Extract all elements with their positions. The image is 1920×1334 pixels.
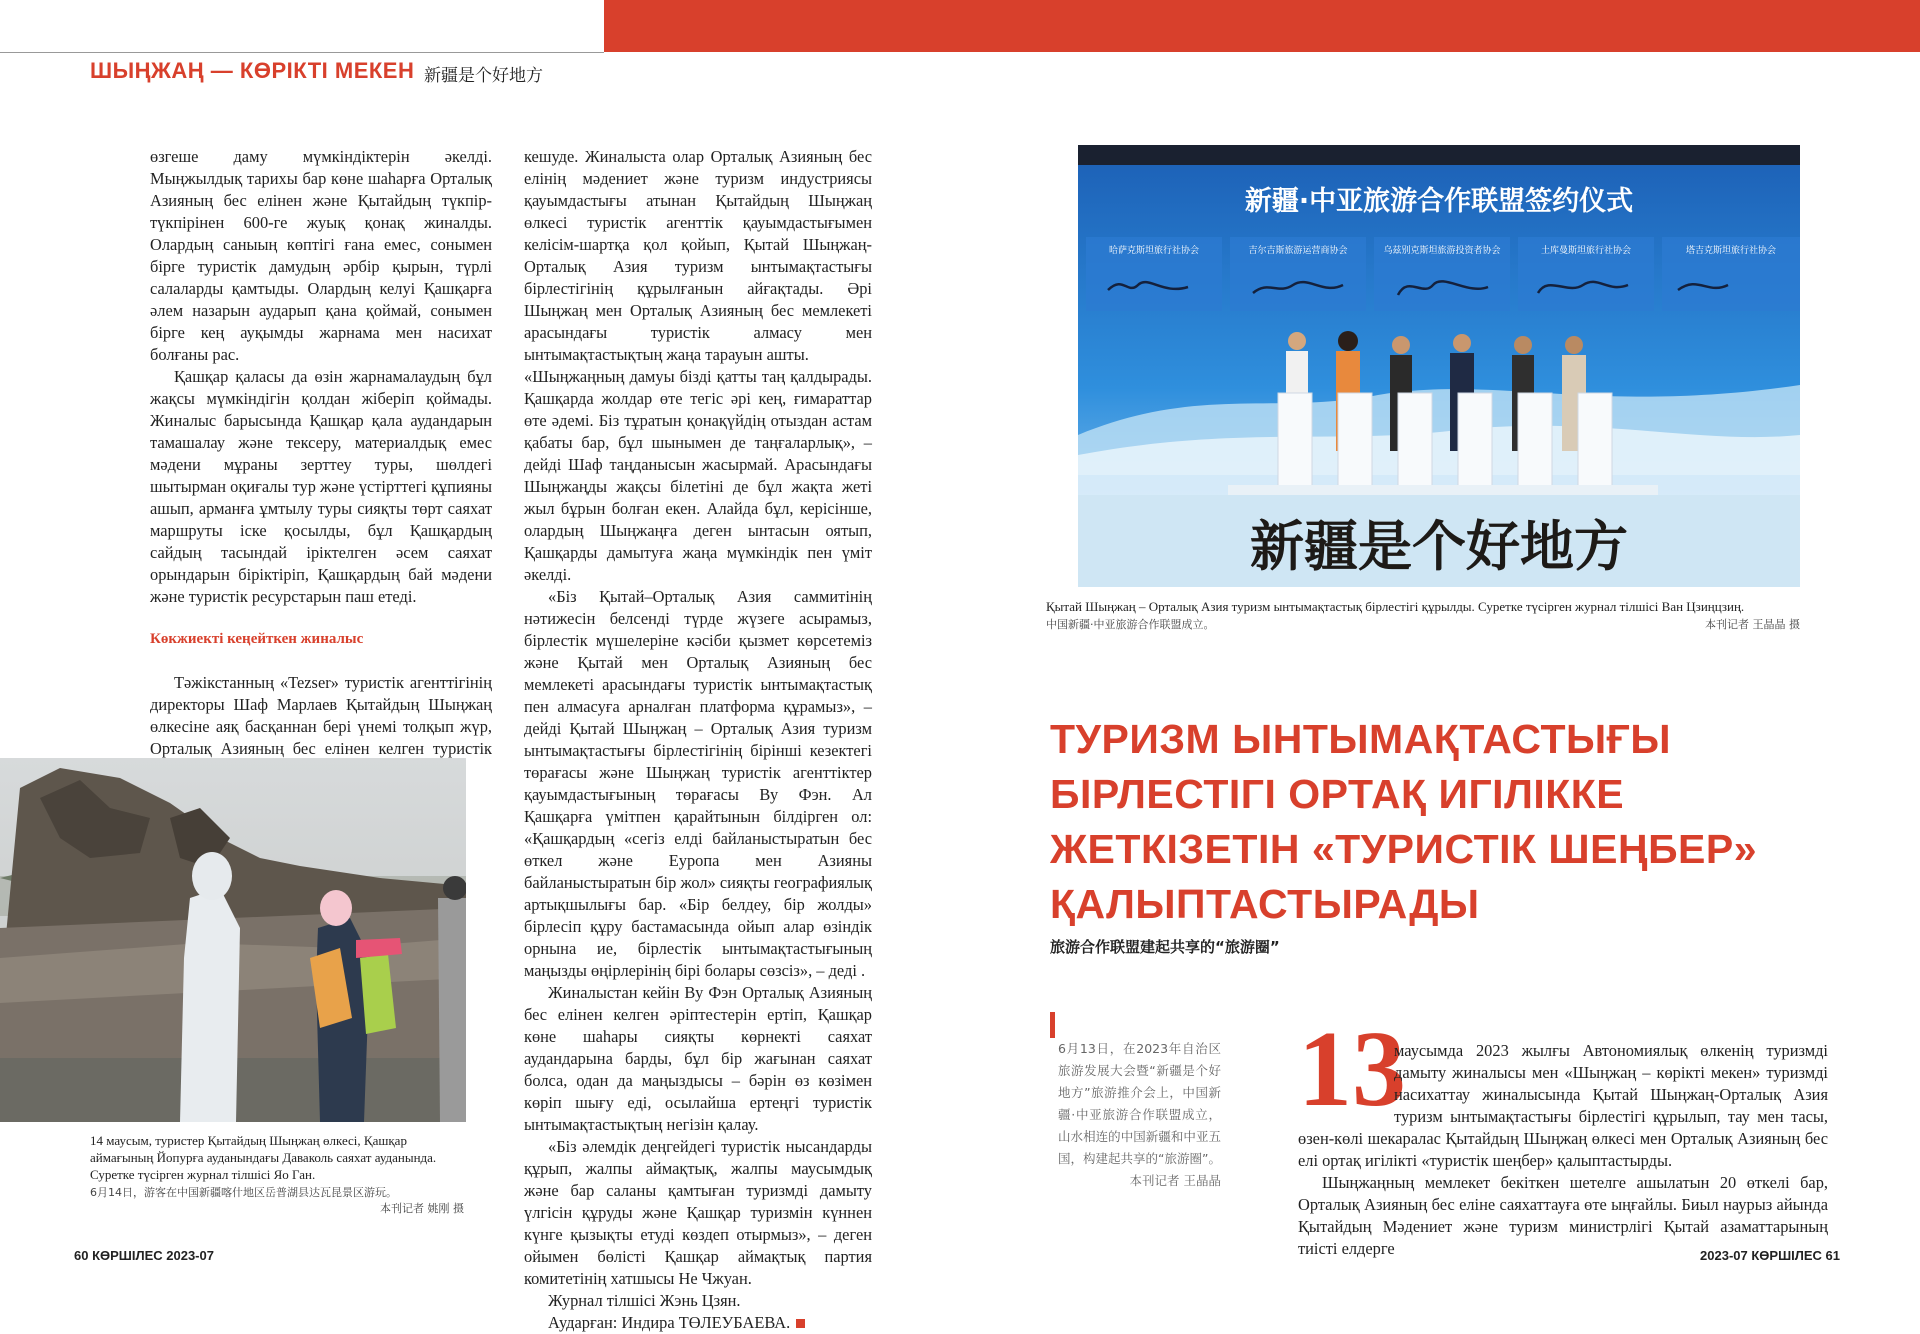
- paragraph: «Біз әлемдік деңгейдегі туристік нысандарды құрып, жалпы аймақтық, жалпы маусымдық және бар саланы қамтыған туризмді дамыту үлгісін құруды және Қашқар туризмін күннен күнге қызықты етуді көздеп отырмыз», – деген ойымен бөлісті Қашқар аймақтық партия комитетінің хатшысы Не Чжуан.: [524, 1137, 872, 1288]
- banner-title: 新疆·中亚旅游合作联盟签约仪式: [1244, 186, 1634, 217]
- section-title-cn: 新疆是个好地方: [424, 66, 543, 86]
- byline-reporter: Журнал тілшісі Жэнь Цзян.: [548, 1291, 741, 1310]
- paragraph: Шыңжаңның мемлекет бекіткен шетелге ашылатын 20 өткелі бар, Орталық Азияның бес еліне саяхаттауға өте ыңғайлы. Биыл наурыз айында Қытайдың Мәдениет және туризм министрлігі Қытай азаматтарының тиісті елдерге: [1298, 1173, 1828, 1258]
- end-mark-icon: [796, 1319, 805, 1328]
- paragraph: «Біз Қытай–Орталық Азия саммитінің нәтижесін белсенді түрде жүзеге асырамыз, бірлестік мүшелеріне кәсіби қызмет көрсетеміз және Қытай мен Орталық Азияның бес мемлекеті арасындағы туристік ынтымақтастық пен алмасуға арналған платформа құрамыз», – дейді Қытай Шыңжаң – Орталық Азия туризм ынтымақтастығы бірлестігінің бірінші кезектегі төрағасы және Шыңжаң туристік агенттіктер қауымдастығының төрағасы Ву Фэн. Ал Қашқарға үмітпен қарайтынын білдірген ол: «Қашқардың «сегіз елді байланыстыратын бес өткел және Еуропа мен Азияны байланыстыратын бір жол» сияқты географиялық артықшылығы бар. «Бір белдеу, бір жолды» бірлесіп құру бастамасында ойып алар өзіндік орнына ие, бірлестік ынтымақтастығының маңызды өңірлерінің бірі болары сөзсіз», – деді .: [524, 587, 872, 980]
- org-label: 吉尔吉斯旅游运营商协会: [1248, 246, 1348, 256]
- article-headline: ТУРИЗМ ЫНТЫМАҚТАСТЫҒЫ БІРЛЕСТІГІ ОРТАҚ ИГІЛІККЕ ЖЕТКІЗЕТІН «ТУРИСТІК ШЕҢБЕР» ҚАЛЫПТАСТЫРАДЫ: [1050, 716, 1758, 927]
- org-label: 哈萨克斯坦旅行社协会: [1108, 246, 1200, 256]
- intro-credit: 本刊记者 王晶晶: [1129, 1173, 1221, 1188]
- paragraph: Қашқар қаласы да өзін жарнамалаудың бұл жақсы мүмкіндігін қолдан жіберіп қоймады. Жиналыс барысында Қашқар қала аудандарын тамашалау және тексеру, материалдық емес мәдени мұраны зерттеу туры, шөлдегі шытырман оқиғалы тур және үстірттегі құпияны ашып, арманға ұмтылу туры сияқты төрт саяхат маршруты іске қосылды, бұл Қашқардың сайдың тасындай іріктелген әсем саяхат орындарын біріктіріп, Қашқардың бай мәдени және туристік ресурстарын паш етеді.: [150, 367, 492, 606]
- paragraph: Жиналыстан кейін Ву Фэн Орталық Азияның бес елінен келген әріптестерін ертіп, Қашқар көне шаһары сияқты көрнекті саяхат аудандарына барды, бұл бір жағынан саяхат болса, одан да маңыздысы – бәрін өз көзімен көріп шығу еді, осылайша ертеңгі туристік ынтымақтастықтың негізін қалау.: [524, 983, 872, 1134]
- section-title: ШЫҢЖАҢ — КӨРІКТІ МЕКЕН: [90, 58, 415, 83]
- subheading: Көкжиекті кеңейткен жиналыс: [150, 631, 364, 647]
- paragraph: «Шыңжаңның дамуы бізді қатты таң қалдырады. Қашқарда жолдар өте тегіс әрі кең, ғимараттар өте әдемі. Біз тұратын қонақүйдің отыздан астам қабаты бар, бұл шынымен де таңғаларлық», – дейді Шаф таңданысын жасырмай. Арасындағы Шыңжаңды жақсы білетіні де бұл жақта жеті жыл бұрын болған екен. Алайда бұл, керісінше, олардың Шыңжаңға деген ынтасын оятып, Қашқарды дамытуға жаңа мүмкіндік пен үміт әкелді.: [524, 367, 872, 584]
- paragraph: Тәжікстанның «Tezser» туристік агенттігінің директоры Шаф Марлаев Қытайдың Шыңжаң өлкесіне аяқ басқаннан бері үнемі толқып жүр, Орталық Азияның бес елінен келген туристік: [150, 673, 492, 758]
- page-folio-right: 2023-07 КӨРШІЛЕС 61: [1700, 1248, 1840, 1263]
- calligraphy-text: 新疆是个好地方: [1250, 514, 1628, 578]
- intro-accent-bar: [1050, 1012, 1055, 1038]
- dropcap-spacer: [1298, 1040, 1394, 1126]
- photo-credit-left: 本刊记者 姚刚 摄: [380, 1202, 464, 1215]
- org-label: 乌兹别克斯坦旅游投资者协会: [1383, 246, 1501, 256]
- article-column-right: [1298, 1040, 1828, 1260]
- photo-credit-right: 本刊记者 王晶晶 摄: [1705, 618, 1800, 631]
- article-column-1: [150, 146, 492, 782]
- intro-cn: 6月13日，在2023年自治区旅游发展大会暨“新疆是个好地方”旅游推介会上，中国新疆·中亚旅游合作联盟成立，山水相连的中国新疆和中亚五国，构建起共享的“旅游圈”。 本刊记者 王晶晶: [1058, 1038, 1221, 1192]
- photo-caption-right-cn: 中国新疆·中亚旅游合作联盟成立。: [1046, 618, 1215, 631]
- header-rule: [0, 52, 604, 53]
- org-label: 塔吉克斯坦旅行社协会: [1685, 246, 1777, 256]
- photo-caption-left-cn: 6月14日，游客在中国新疆喀什地区岳普湖县达瓦昆景区游玩。: [90, 1186, 397, 1199]
- paragraph: кешуде. Жиналыста олар Орталық Азияның бес елінің мәдениет және туризм индустриясы қауымдастығы атынан Қытайдың Шыңжаң өлкесі туристік агенттік қауымдастығымен келісім-шартқа қол қойып, Қытай Шыңжаң-Орталық Азия туризм ынтымақтастығы бірлестігінің құрылғанын айғақтады. Әрі Шыңжаң мен Орталық Азияның бес мемлекеті арасындағы туристік алмасу мен ынтымақтастықтың жаңа тарауын ашты.: [524, 147, 872, 364]
- photo-caption-right: Қытай Шыңжаң – Орталық Азия туризм ынтымақтастық бірлестігі құрылды. Суретке түсірген журнал тілшісі Ван Цзиңцзиң.: [1046, 599, 1745, 614]
- org-label: 土库曼斯坦旅行社协会: [1540, 246, 1632, 256]
- drop-cap: 13: [1298, 1010, 1406, 1129]
- tourists-sculpture-photo: [0, 758, 466, 1122]
- byline-translator: Аударған: Индира ТӨЛЕУБАЕВА.: [548, 1313, 791, 1332]
- page-folio-left: 60 КӨРШІЛЕС 2023-07: [74, 1248, 214, 1263]
- article-column-2: [524, 146, 872, 1334]
- paragraph: өзгеше даму мүмкіндіктерін әкелді. Мыңжылдық тарихы бар көне шаһарға Орталық Азияның бес елінен және Қытайдың түкпір-түкпірінен 600-ге жуық қонақ жиналды. Олардың саныың көптігі ғана емес, сонымен бірге туристік дамудың әрбір қырын, түрлі салаларды қамтыды. Олардың келуі Қашқарға әлем назарын аударып қана қоймай, сонымен бірге кең ауқымды жарнама мен насихат болғаны рас.: [150, 147, 492, 364]
- signing-ceremony-photo: [1078, 145, 1800, 587]
- paragraph: маусымда 2023 жылғы Автономиялық өлкенің туризмді дамыту жиналысы мен «Шыңжаң – көрікті мекен» туризмді насихаттау жиналысында Қытай Шыңжаң-Орталық Азия туризм ынтымақтастығы бірлестігі құрылып, тау мен тасы, өзен-көлі шекаралас Қытайдың Шыңжаң өлкесі мен Орталық Азияның бес елі ортақ игілікті «туристік шеңбер» қалыптастырды.: [1298, 1041, 1828, 1170]
- article-headline-cn: 旅游合作联盟建起共享的“旅游圈”: [1050, 938, 1280, 956]
- photo-caption-left: 14 маусым, туристер Қытайдың Шыңжаң өлкесі, Қашқар аймағының Йопурға ауданындағы Даваколь саяхат ауданында. Суретке түсірген журнал тілшісі Яо Ган.: [90, 1133, 437, 1182]
- header-color-bar: [604, 0, 1920, 52]
